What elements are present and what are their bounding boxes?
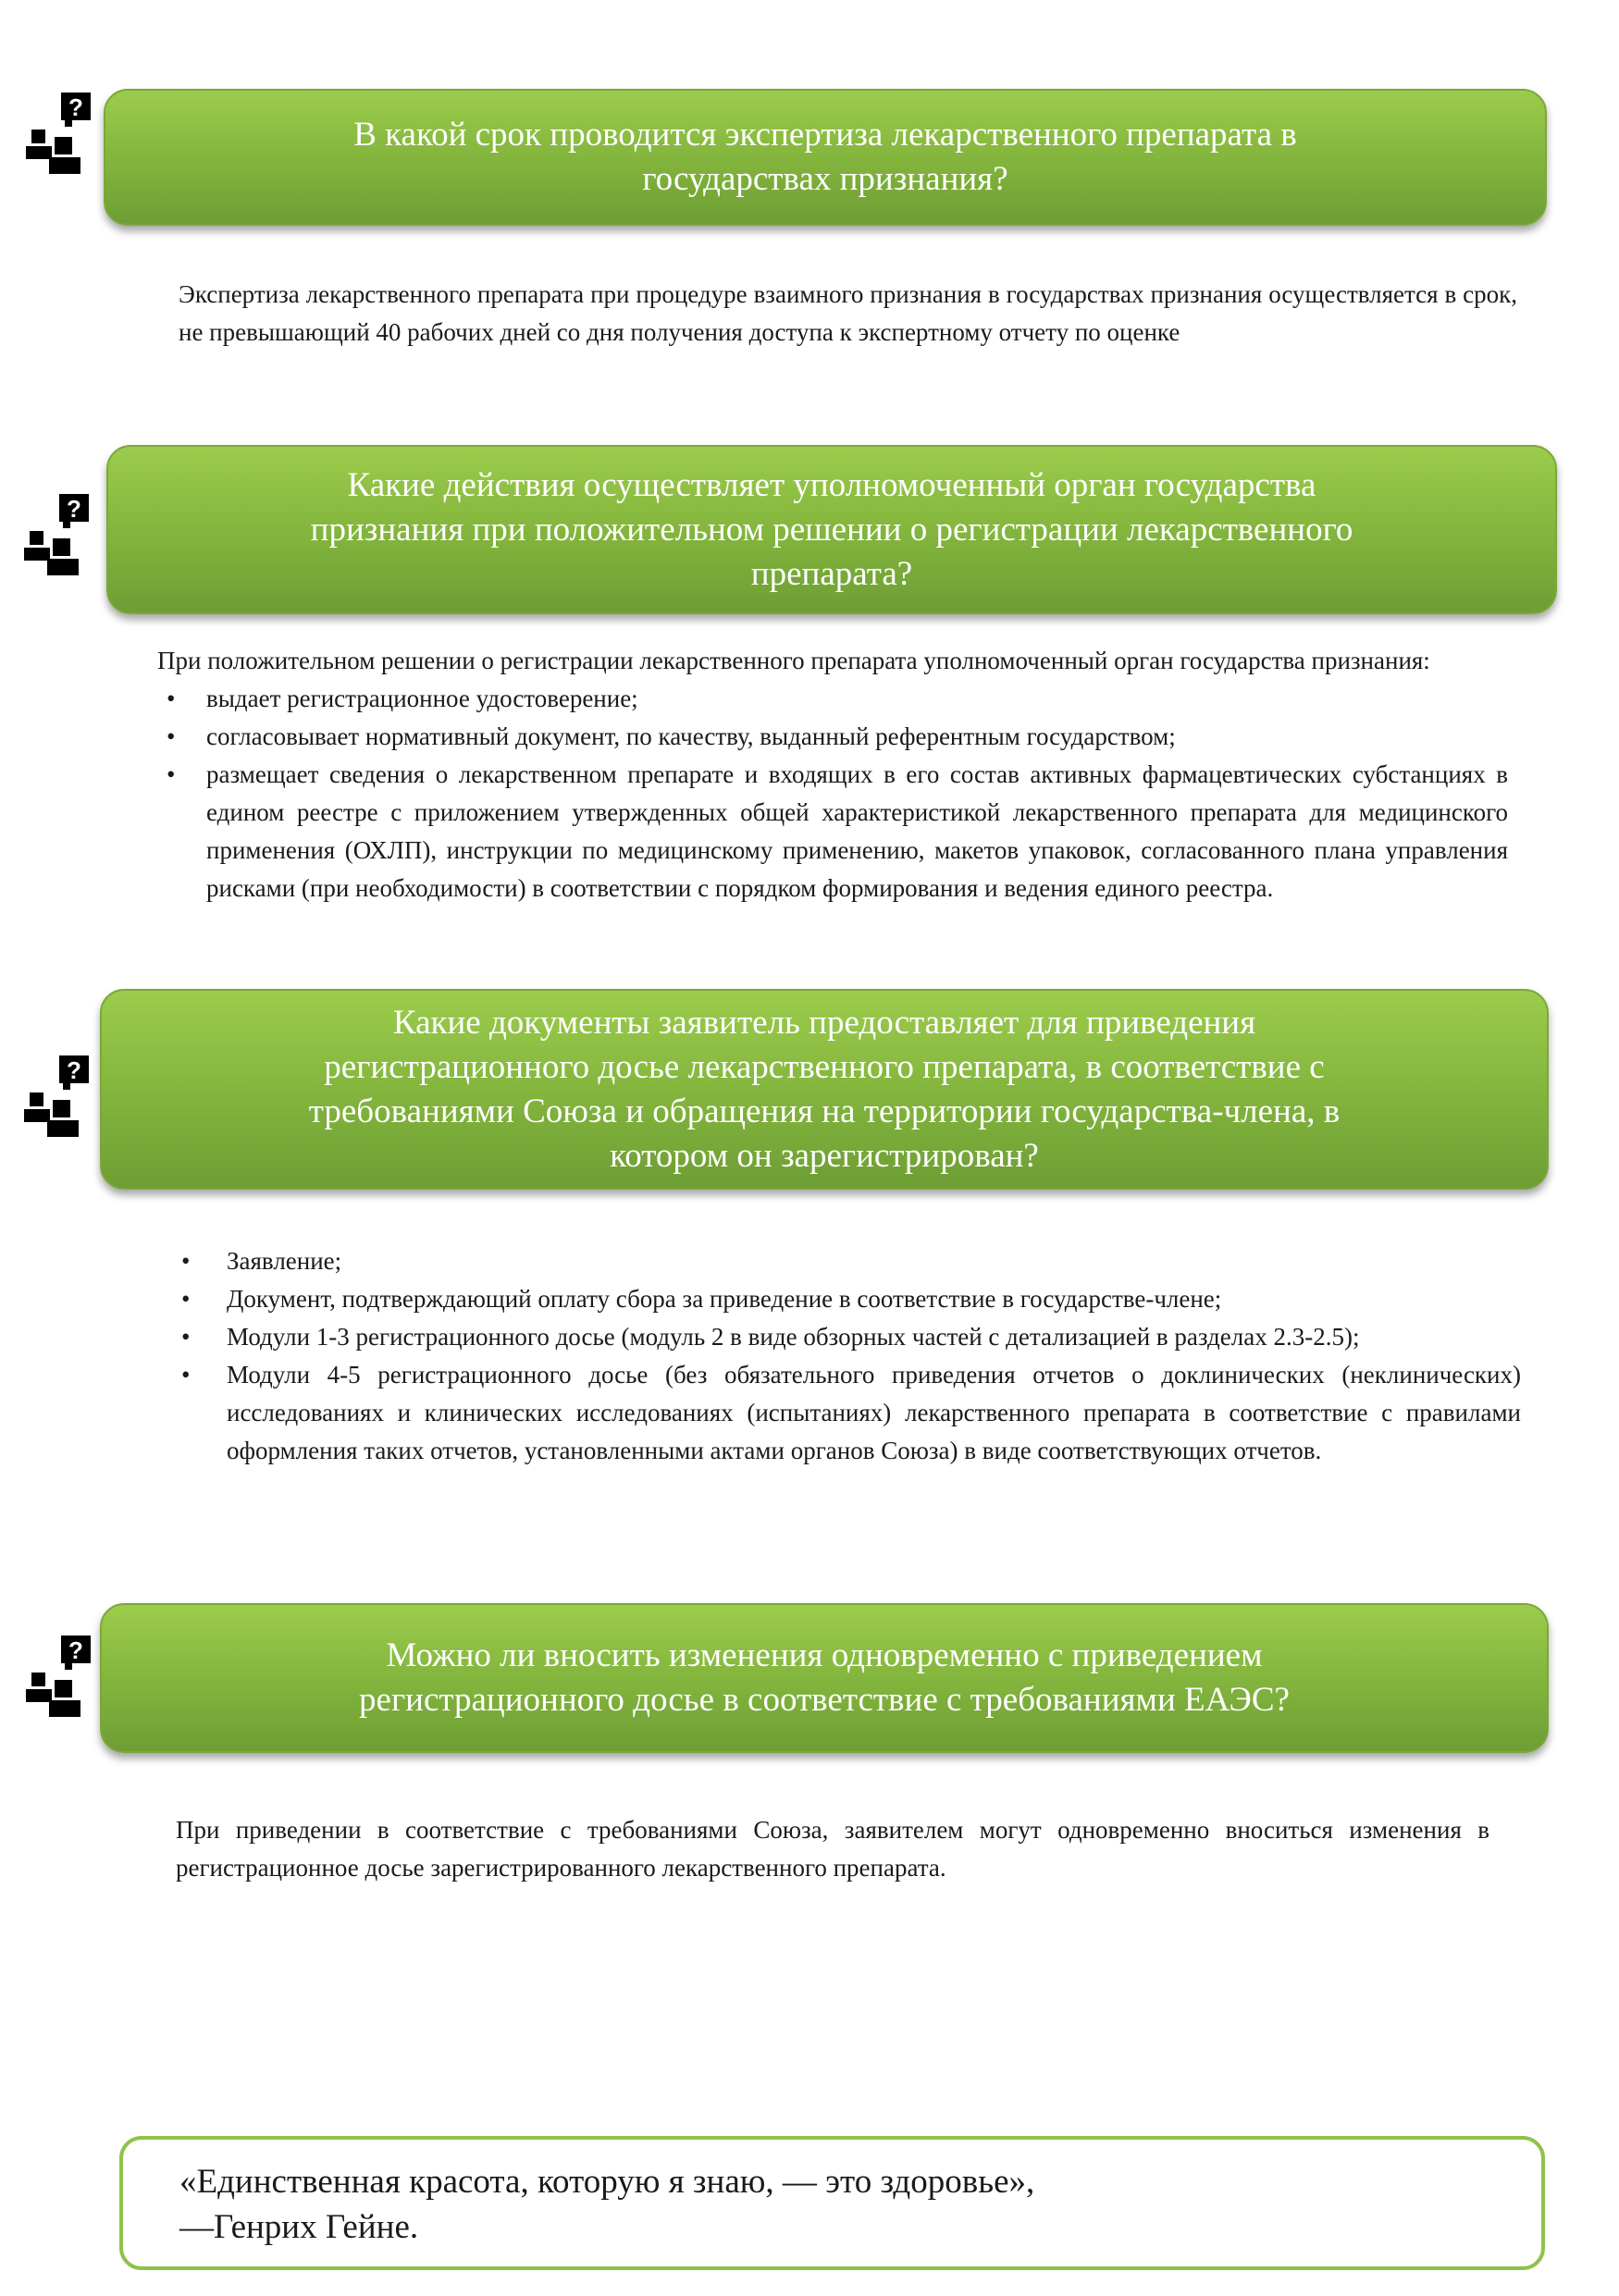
list-item: • Модули 1-3 регистрационного досье (модуль 2 в виде обзорных частей с детализацией в разделах 2.3-2.5); [172,1318,1521,1356]
question-box-1 [104,89,1547,226]
question-people-icon [26,93,98,185]
quote-text: «Единственная красота, которую я знаю, — это здоровье», [179,2163,1035,2201]
answer-1 [179,276,1517,352]
question-box-3 [100,989,1549,1190]
bullet-mark: • [181,1361,191,1389]
question-text-3: Какие документы заявитель предоставляет для приведения регистрационного досье лекарственного препарата, в соответствие с требованиями Союза и обращения на территории государства-члена, в котором он зарегистрирован? [308,1003,1341,1175]
list-item: • Заявление; [172,1242,1521,1280]
bullet-mark: • [181,1285,191,1313]
quote-box [119,2136,1545,2270]
list-item: • согласовывает нормативный документ, по качеству, выданный референтным государством; [157,718,1508,756]
bullet-mark: • [167,760,176,788]
bullet-mark: • [167,685,176,712]
answer-3 [172,1242,1521,1470]
bullet-mark: • [181,1323,191,1351]
answer-list-2 [157,680,1508,907]
quote-author: —Генрих Гейне. [179,2208,419,2246]
question-box-2 [106,445,1557,614]
question-people-icon [24,1055,96,1148]
answer-4 [176,1811,1489,1887]
question-text-2: Какие действия осуществляет уполномоченный орган государства признания при положительном решении о регистрации лекарственного препарата? [310,465,1353,593]
list-item: • размещает сведения о лекарственном препарате и входящих в его состав активных фармацевтических субстанциях в едином реестре с приложением утвержденных общей характеристикой лекарственного препарата для медицинского применения (ОХЛП), инструкции по медицинскому применению, макетов упаковок, согласованного плана управления рисками (при необходимости) в соответствии с порядком формирования и ведения единого реестра. [157,756,1508,907]
answer-list-3 [172,1242,1521,1470]
bullet-mark: • [181,1247,191,1275]
answer-2 [157,642,1508,907]
bullet-mark: • [167,722,176,750]
answer-text-4: При приведении в соответствие с требованиями Союза, заявителем могут одновременно вноситься изменения в регистрационное досье зарегистрированного лекарственного препарата. [176,1816,1489,1882]
question-text-4: Можно ли вносить изменения одновременно с приведением регистрационного досье в соответствие с требованиями ЕАЭС? [359,1636,1290,1719]
question-text-1: В какой срок проводится экспертиза лекарственного препарата в государствах признания? [353,116,1297,198]
list-item: • Модули 4-5 регистрационного досье (без обязательного приведения отчетов о доклинических (неклинических) исследованиях и клинических исследованиях (испытаниях) лекарственного препарата в соответствие с правилами оформления таких отчетов, установленными актами органов Союза) в виде соответствующих отчетов. [172,1356,1521,1470]
list-item: • Документ, подтверждающий оплату сбора за приведение в соответствие в государстве-члене; [172,1280,1521,1318]
question-people-icon [26,1636,98,1728]
answer-text-1: Экспертиза лекарственного препарата при процедуре взаимного признания в государствах признания осуществляется в срок, не превышающий 40 рабочих дней со дня получения доступа к экспертному отчету по оценке [179,280,1517,346]
list-item: • выдает регистрационное удостоверение; [157,680,1508,718]
question-people-icon [24,494,96,586]
answer-intro-2: При положительном решении о регистрации лекарственного препарата уполномоченный орган государства признания: [157,647,1430,674]
question-box-4 [100,1603,1549,1753]
